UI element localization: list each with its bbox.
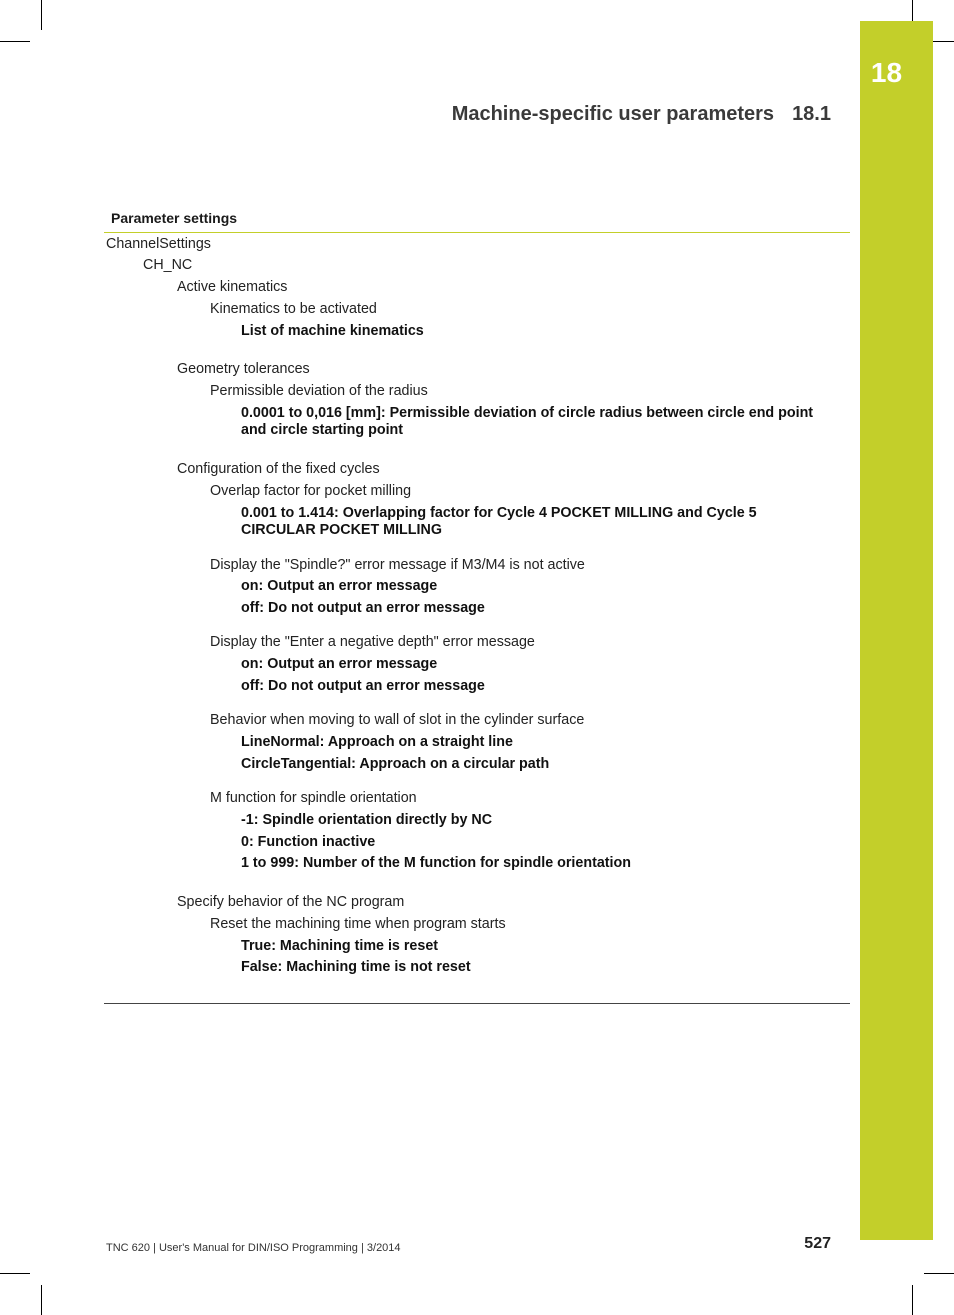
- crop-mark: [0, 41, 30, 42]
- param-value: -1: Spindle orientation directly by NC: [241, 812, 493, 828]
- param-value: on: Output an error message: [241, 578, 438, 594]
- param-category: Specify behavior of the NC program: [177, 894, 405, 910]
- footer-text: TNC 620 | User's Manual for DIN/ISO Programming | 3/2014: [106, 1242, 401, 1254]
- param-category: Geometry tolerances: [177, 361, 310, 377]
- param-name: Display the "Enter a negative depth" error message: [210, 634, 535, 650]
- param-subgroup: CH_NC: [143, 257, 193, 273]
- param-value: 0.0001 to 0,016 [mm]: Permissible deviation of circle radius between circle end point and circle starting point: [241, 405, 814, 438]
- crop-mark: [924, 1273, 954, 1274]
- param-value: off: Do not output an error message: [241, 678, 485, 694]
- table-title: Parameter settings: [111, 210, 238, 226]
- chapter-tab: [860, 21, 933, 1240]
- param-value: on: Output an error message: [241, 656, 438, 672]
- param-value: False: Machining time is not reset: [241, 959, 471, 975]
- param-name: Overlap factor for pocket milling: [210, 483, 412, 499]
- param-value: List of machine kinematics: [241, 323, 424, 339]
- param-name: Kinematics to be activated: [210, 301, 377, 317]
- param-value: True: Machining time is reset: [241, 938, 439, 954]
- param-category: Active kinematics: [177, 279, 288, 295]
- chapter-number: 18: [870, 57, 903, 88]
- param-group: ChannelSettings: [106, 236, 211, 252]
- table-top-rule: [104, 232, 850, 233]
- param-value: 1 to 999: Number of the M function for spindle orientation: [241, 855, 631, 871]
- crop-mark: [41, 0, 42, 30]
- param-value: LineNormal: Approach on a straight line: [241, 734, 513, 750]
- header-section: 18.1: [792, 103, 831, 125]
- param-name: Reset the machining time when program starts: [210, 916, 506, 932]
- param-name: M function for spindle orientation: [210, 790, 417, 806]
- param-name: Permissible deviation of the radius: [210, 383, 428, 399]
- param-value: off: Do not output an error message: [241, 600, 485, 616]
- crop-mark: [41, 1285, 42, 1315]
- crop-mark: [912, 1285, 913, 1315]
- table-bottom-rule: [104, 1003, 850, 1004]
- param-value: 0: Function inactive: [241, 834, 376, 850]
- param-value: CircleTangential: Approach on a circular path: [241, 756, 550, 772]
- crop-mark: [0, 1273, 30, 1274]
- header-title: Machine-specific user parameters: [451, 103, 775, 125]
- running-header: [300, 103, 831, 131]
- param-value: 0.001 to 1.414: Overlapping factor for Cycle 4 POCKET MILLING and Cycle 5 CIRCULAR POCKET MILLING: [241, 505, 757, 538]
- param-name: Display the "Spindle?" error message if M3/M4 is not active: [210, 557, 585, 573]
- page-number: 527: [804, 1235, 831, 1252]
- param-category: Configuration of the fixed cycles: [177, 461, 380, 477]
- param-name: Behavior when moving to wall of slot in the cylinder surface: [210, 712, 585, 728]
